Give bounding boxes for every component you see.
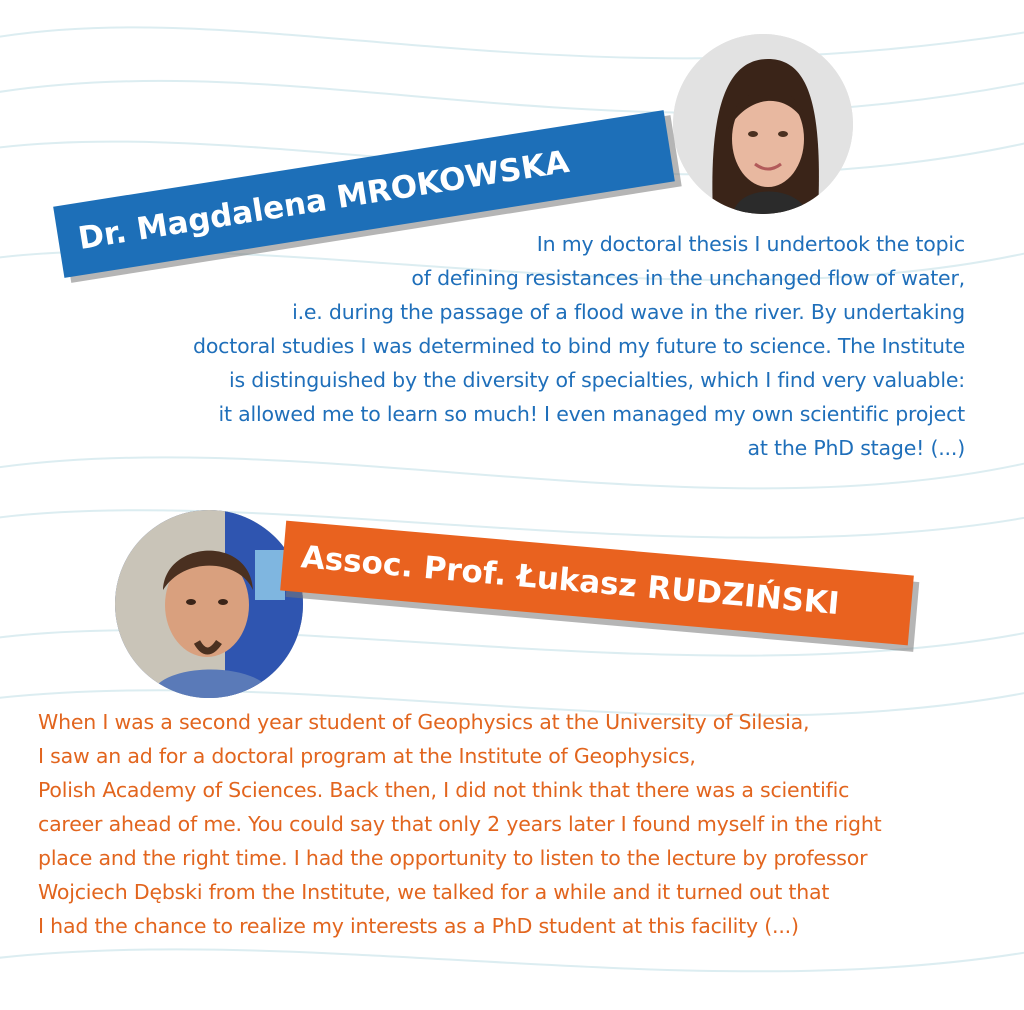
quote-line: i.e. during the passage of a flood wave in the river. By undertaking	[292, 300, 965, 324]
portrait-man-photo-icon	[115, 510, 303, 698]
quote-line: of defining resistances in the unchanged flow of water,	[411, 266, 965, 290]
profile-name: Dr. Magdalena MROKOWSKA	[75, 143, 572, 257]
quote-mrokowska	[193, 227, 965, 465]
quote-line: I had the chance to realize my interests as a PhD student at this facility (...)	[38, 914, 799, 938]
profile-photo-mrokowska	[673, 34, 853, 214]
quote-line: place and the right time. I had the opportunity to listen to the lecture by professor	[38, 846, 868, 870]
quote-line: at the PhD stage! (...)	[747, 436, 965, 460]
quote-line: When I was a second year student of Geophysics at the University of Silesia,	[38, 710, 810, 734]
profile-name: Assoc. Prof. Łukasz RUDZIŃSKI	[299, 539, 841, 623]
quote-rudzinski	[38, 705, 881, 943]
quote-line: I saw an ad for a doctoral program at the Institute of Geophysics,	[38, 744, 696, 768]
quote-line: is distinguished by the diversity of specialties, which I find very valuable:	[229, 368, 965, 392]
quote-line: career ahead of me. You could say that only 2 years later I found myself in the right	[38, 812, 882, 836]
profile-photo-rudzinski	[115, 510, 303, 698]
quote-line: Wojciech Dębski from the Institute, we talked for a while and it turned out that	[38, 880, 830, 904]
quote-line: In my doctoral thesis I undertook the topic	[536, 232, 965, 256]
quote-line: it allowed me to learn so much! I even managed my own scientific project	[218, 402, 965, 426]
portrait-woman-photo-icon	[673, 34, 853, 214]
quote-line: doctoral studies I was determined to bind my future to science. The Institute	[193, 334, 965, 358]
quote-line: Polish Academy of Sciences. Back then, I did not think that there was a scientific	[38, 778, 850, 802]
